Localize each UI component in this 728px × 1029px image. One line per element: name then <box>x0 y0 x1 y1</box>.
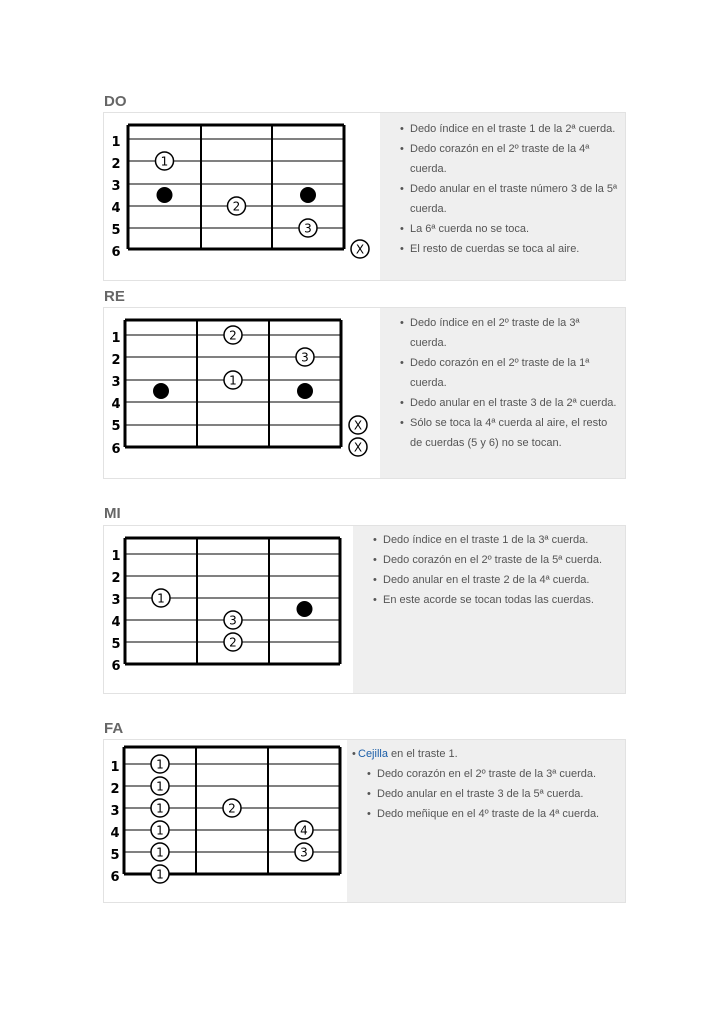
note-item: • Dedo corazón en el 2º traste de la 4ª cuerda. <box>398 139 619 179</box>
string-number: 6 <box>111 245 121 260</box>
chord-notes-panel <box>353 526 625 693</box>
muted-x: X <box>353 440 363 455</box>
note-item: • Dedo anular en el traste 3 de la 2ª cuerda. <box>398 393 619 413</box>
string-number: 1 <box>110 760 120 775</box>
note-item: • Sólo se toca la 4ª cuerda al aire, el resto de cuerdas (5 y 6) no se tocan. <box>398 413 619 453</box>
note-item: • Dedo anular en el traste 2 de la 4ª cuerda. <box>371 570 619 590</box>
chord-diagram-fa <box>104 740 346 902</box>
string-number: 5 <box>111 419 121 434</box>
string-number: 3 <box>111 593 121 608</box>
chord-title-mi: MI <box>104 505 121 522</box>
note-item: • Dedo anular en el traste 3 de la 5ª cuerda. <box>365 784 619 804</box>
note-item: • Dedo índice en el 2º traste de la 3ª cuerda. <box>398 313 619 353</box>
string-number: 1 <box>111 331 121 346</box>
finger-number: 3 <box>300 845 308 860</box>
finger-number: 1 <box>156 779 164 794</box>
finger-number: 3 <box>304 221 312 236</box>
note-item: • Dedo meñique en el 4º traste de la 4ª cuerda. <box>365 804 619 824</box>
finger-number: 1 <box>156 845 164 860</box>
chord-block-re <box>103 307 626 479</box>
note-item: • El resto de cuerdas se toca al aire. <box>398 239 619 259</box>
muted-x: X <box>355 242 365 257</box>
chord-title-do: DO <box>104 93 127 110</box>
chord-notes-list <box>358 744 619 824</box>
finger-dot <box>297 383 313 399</box>
chord-notes-panel <box>347 740 625 902</box>
finger-dot <box>157 187 173 203</box>
chord-block-do <box>103 112 626 281</box>
finger-number: 2 <box>229 635 237 650</box>
chord-notes-panel <box>380 308 625 478</box>
chord-diagram-do <box>104 113 379 280</box>
chord-block-fa <box>103 739 626 903</box>
string-number: 1 <box>111 135 121 150</box>
string-number: 4 <box>110 826 120 841</box>
note-item: • Dedo índice en el traste 1 de la 2ª cuerda. <box>398 119 619 139</box>
string-number: 4 <box>111 397 121 412</box>
note-item: • Dedo corazón en el 2º traste de la 5ª cuerda. <box>371 550 619 570</box>
string-number: 1 <box>111 549 121 564</box>
finger-number: 1 <box>156 823 164 838</box>
chord-title-fa: FA <box>104 720 124 737</box>
chord-diagram-mi <box>104 526 352 693</box>
string-number: 6 <box>110 870 120 885</box>
finger-dot <box>300 187 316 203</box>
finger-number: 4 <box>300 823 308 838</box>
chord-notes-list <box>398 313 619 453</box>
chord-title-re: RE <box>104 288 125 305</box>
chord-notes-list <box>398 119 619 259</box>
string-number: 3 <box>110 804 120 819</box>
chord-notes-list <box>371 530 619 610</box>
string-number: 4 <box>111 201 121 216</box>
finger-number: 1 <box>160 154 169 169</box>
note-item: • Dedo corazón en el 2º traste de la 1ª cuerda. <box>398 353 619 393</box>
string-number: 5 <box>111 223 121 238</box>
finger-number: 3 <box>229 613 237 628</box>
finger-number: 1 <box>157 591 165 606</box>
finger-number: 1 <box>156 757 164 772</box>
note-item: • La 6ª cuerda no se toca. <box>398 219 619 239</box>
finger-number: 1 <box>156 801 164 816</box>
finger-dot <box>153 383 169 399</box>
string-number: 2 <box>111 157 121 172</box>
finger-number: 1 <box>229 373 237 388</box>
finger-number: 2 <box>232 199 241 214</box>
chord-block-mi <box>103 525 626 694</box>
string-number: 5 <box>110 848 120 863</box>
string-number: 2 <box>111 571 121 586</box>
finger-number: 2 <box>228 801 236 816</box>
string-number: 2 <box>111 353 121 368</box>
string-number: 3 <box>111 179 121 194</box>
note-item: • Dedo anular en el traste número 3 de la 5ª cuerda. <box>398 179 619 219</box>
note-item: • Dedo índice en el traste 1 de la 3ª cuerda. <box>371 530 619 550</box>
note-item <box>353 744 619 764</box>
string-number: 4 <box>111 615 121 630</box>
note-item: • En este acorde se tocan todas las cuerdas. <box>371 590 619 610</box>
chord-notes-panel <box>380 113 625 280</box>
note-item: • Dedo corazón en el 2º traste de la 3ª cuerda. <box>365 764 619 784</box>
string-number: 3 <box>111 375 121 390</box>
muted-x: X <box>353 418 363 433</box>
finger-dot <box>297 601 313 617</box>
string-number: 5 <box>111 637 121 652</box>
string-number: 6 <box>111 442 121 457</box>
string-number: 6 <box>111 659 121 674</box>
finger-number: 3 <box>301 350 309 365</box>
note-text: en el traste 1. <box>387 748 458 760</box>
cejilla-link[interactable]: Cejilla <box>358 748 388 760</box>
finger-number: 1 <box>156 867 164 882</box>
chord-diagram-re <box>104 308 379 478</box>
finger-number: 2 <box>229 328 237 343</box>
string-number: 2 <box>110 782 120 797</box>
